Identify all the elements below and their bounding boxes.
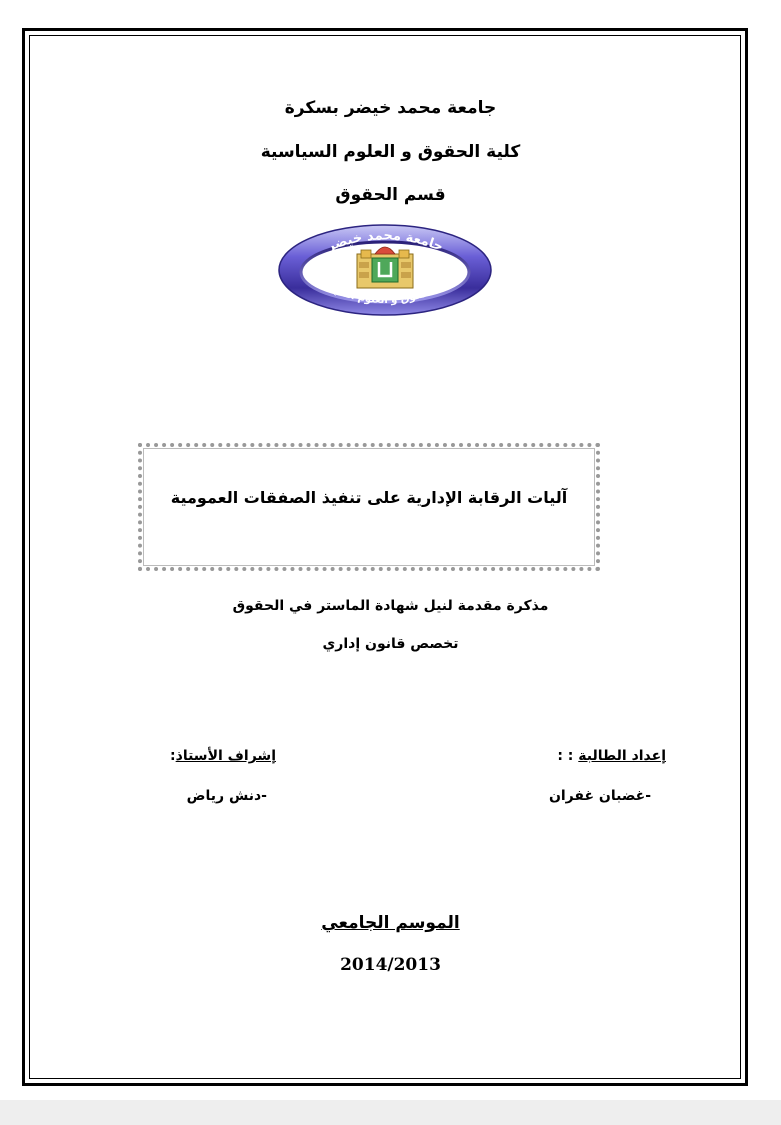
faculty-name: كلية الحقوق و العلوم السياسية [260,142,521,162]
thesis-specialty: تخصص قانون إداري [322,636,459,652]
department-name: قسم الحقوق [335,185,446,205]
university-name: جامعة محمد خيضر بسكرة [284,98,497,118]
prepared-by-text: إعداد الطالبة [578,748,666,764]
logo-ring-text-top: جامعة محمد خيضر [324,228,446,255]
logo-ring-text-bottom: كلية الحقوق و العلوم السياسية [310,275,460,307]
academic-season-label: الموسم الجامعي [321,913,460,933]
supervised-by-suffix: : [170,748,176,764]
logo-emblem [357,247,413,288]
supervised-by-text: إشراف الأستاذ [175,748,276,764]
prepared-by-suffix: : : [557,748,574,764]
academic-year: 2014/2013 [340,955,441,975]
thesis-title: آليات الرقابة الإدارية على تنفيذ الصفقات العمومية [170,488,568,507]
supervisor-name: -دنش رياض [186,788,267,804]
title-frame [138,443,600,571]
supervised-by-label [170,748,276,764]
student-name: -غضبان غفران [548,788,651,804]
thesis-purpose: مذكرة مقدمة لنيل شهادة الماستر في الحقوق [232,598,549,614]
university-logo [275,218,495,320]
prepared-by-label [557,748,666,764]
page-bottom-strip [0,1100,781,1125]
